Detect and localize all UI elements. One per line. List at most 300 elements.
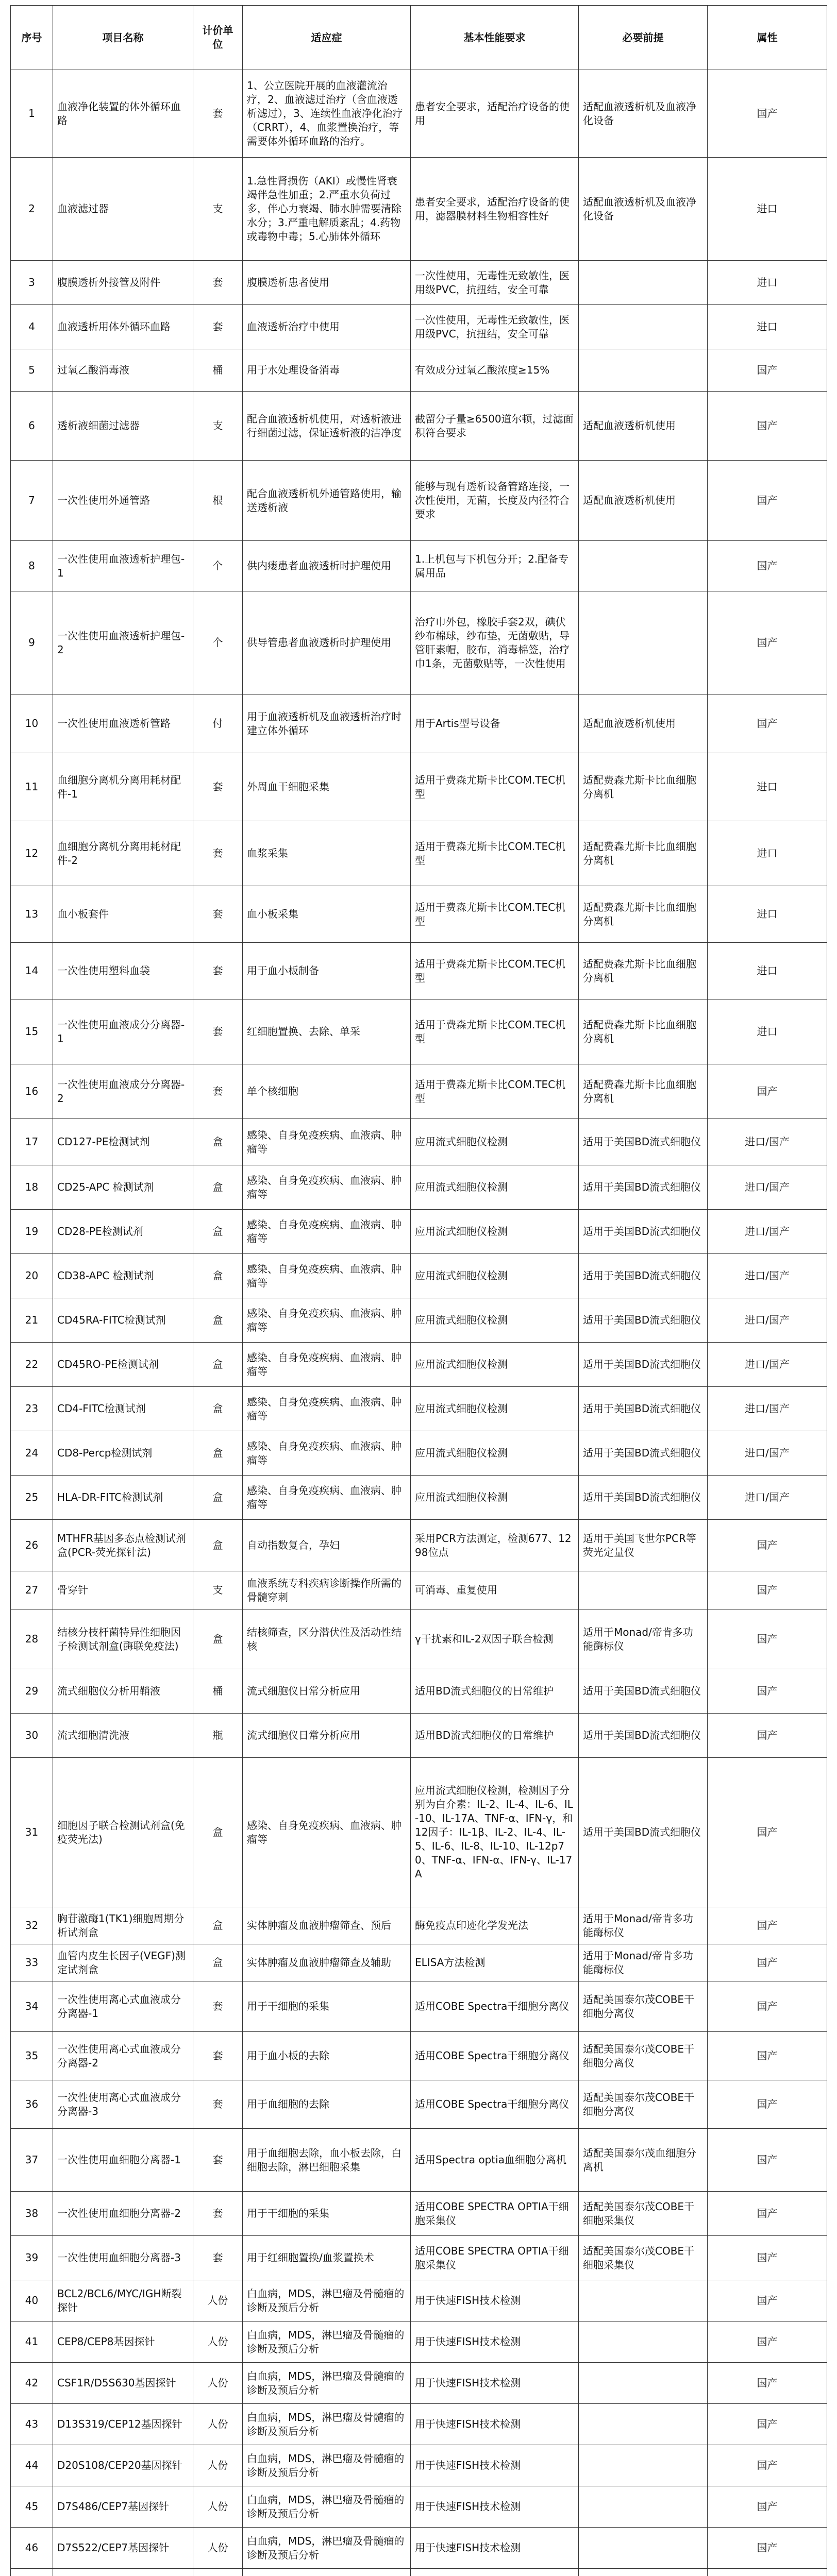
cell-seq: 34 [11, 1981, 53, 2032]
cell-attribute: 国产 [708, 541, 827, 591]
cell-item-name: CD28-PE检测试剂 [53, 1210, 193, 1254]
cell-attribute: 国产 [708, 2192, 827, 2236]
cell-item-name: 血液透析用体外循环血路 [53, 305, 193, 349]
cell-performance: 适用于费森尤斯卡比COM.TEC机型 [411, 886, 579, 943]
cell-seq: 16 [11, 1064, 53, 1119]
cell-performance: 应用流式细胞仪检测 [411, 1431, 579, 1476]
table-row [11, 999, 827, 1064]
cell-unit: 人份 [193, 2280, 243, 2321]
table-row [11, 1431, 827, 1476]
cell-performance: 用于快速FISH技术检测 [411, 2445, 579, 2486]
cell-prerequisite: 适用于美国BD流式细胞仪 [579, 1476, 708, 1520]
cell-item-name: 骨穿针 [53, 1571, 193, 1609]
cell-performance: 可消毒、重复使用 [411, 1571, 579, 1609]
cell-item-name: D20S108/CEP20基因探针 [53, 2445, 193, 2486]
cell-item-name: MTHFR基因多态点检测试剂盒(PCR-荧光探针法) [53, 1520, 193, 1571]
cell-unit: 盒 [193, 1298, 243, 1343]
cell-attribute: 进口/国产 [708, 1476, 827, 1520]
cell-seq: 23 [11, 1387, 53, 1431]
cell-indication: 感染、自身免疫疾病、血液病、肿瘤等 [243, 1298, 411, 1343]
cell-prerequisite: 适用于Monad/帝肯多功能酶标仪 [579, 1907, 708, 1944]
cell-indication: 白血病，MDS，淋巴瘤及骨髓瘤的诊断及预后分析 [243, 2528, 411, 2569]
cell-performance: 应用流式细胞仪检测 [411, 1210, 579, 1254]
cell-item-name: 流式细胞清洗液 [53, 1714, 193, 1758]
table-row [11, 2404, 827, 2445]
table-row [11, 2486, 827, 2528]
cell-indication: 感染、自身免疫疾病、血液病、肿瘤等 [243, 1387, 411, 1431]
cell-unit: 盒 [193, 1907, 243, 1944]
cell-seq: 18 [11, 1165, 53, 1210]
cell-prerequisite [579, 541, 708, 591]
cell-item-name: 一次性使用血细胞分离器-3 [53, 2236, 193, 2280]
cell-item-name: CD45RA-FITC检测试剂 [53, 1298, 193, 1343]
cell-unit: 套 [193, 261, 243, 305]
cell-seq: 35 [11, 2032, 53, 2080]
cell-item-name: 血小板套件 [53, 886, 193, 943]
table-row [11, 392, 827, 461]
cell-seq: 29 [11, 1669, 53, 1714]
cell-seq: 8 [11, 541, 53, 591]
cell-indication: 白血病，MDS，淋巴瘤及骨髓瘤的诊断及预后分析 [243, 2486, 411, 2528]
cell-attribute: 国产 [708, 2032, 827, 2080]
cell-performance: 适用BD流式细胞仪的日常维护 [411, 1669, 579, 1714]
cell-seq [11, 2569, 53, 2576]
cell-seq: 40 [11, 2280, 53, 2321]
cell-performance: ELISA方法检测 [411, 1944, 579, 1981]
table-row [11, 753, 827, 821]
cell-unit: 桶 [193, 1669, 243, 1714]
cell-performance: 有效成分过氧乙酸浓度≥15% [411, 349, 579, 392]
cell-attribute: 进口 [708, 943, 827, 999]
table-row [11, 1387, 827, 1431]
cell-attribute: 国产 [708, 392, 827, 461]
table-row [11, 70, 827, 158]
cell-item-name: 一次性使用血细胞分离器-2 [53, 2192, 193, 2236]
cell-seq: 42 [11, 2363, 53, 2404]
cell-unit: 套 [193, 1981, 243, 2032]
cell-seq: 19 [11, 1210, 53, 1254]
cell-performance: 用于快速FISH技术检测 [411, 2528, 579, 2569]
cell-indication: 血液系统专科疾病诊断操作所需的骨髓穿刺 [243, 1571, 411, 1609]
table-row [11, 158, 827, 261]
cell-unit: 盒 [193, 1476, 243, 1520]
cell-unit: 盒 [193, 1165, 243, 1210]
cell-unit: 个 [193, 591, 243, 694]
cell-prerequisite [579, 261, 708, 305]
cell-performance: γ干扰素和IL-2双因子联合检测 [411, 1609, 579, 1669]
cell-unit: 套 [193, 886, 243, 943]
table-row [11, 886, 827, 943]
cell-seq: 30 [11, 1714, 53, 1758]
cell-unit: 盒 [193, 1758, 243, 1907]
cell-prerequisite [579, 2363, 708, 2404]
cell-performance: 用于快速FISH技术检测 [411, 2363, 579, 2404]
table-row [11, 2569, 827, 2576]
cell-unit: 根 [193, 461, 243, 541]
cell-attribute: 进口/国产 [708, 1431, 827, 1476]
cell-indication: 用于血小板制备 [243, 943, 411, 999]
cell-attribute: 国产 [708, 2321, 827, 2363]
cell-item-name: 胸苷激酶1(TK1)细胞周期分析试剂盒 [53, 1907, 193, 1944]
cell-attribute: 进口 [708, 886, 827, 943]
cell-item-name: CD25-APC 检测试剂 [53, 1165, 193, 1210]
cell-item-name: 一次性使用塑料血袋 [53, 943, 193, 999]
cell-seq: 46 [11, 2528, 53, 2569]
table-row [11, 2129, 827, 2192]
cell-attribute: 进口/国产 [708, 1387, 827, 1431]
cell-performance: 适用BD流式细胞仪的日常维护 [411, 1714, 579, 1758]
cell-item-name: CD45RO-PE检测试剂 [53, 1343, 193, 1387]
cell-performance: 1.上机包与下机包分开；2.配备专属用品 [411, 541, 579, 591]
cell-unit: 人份 [193, 2404, 243, 2445]
cell-attribute: 进口 [708, 158, 827, 261]
cell-unit: 盒 [193, 1944, 243, 1981]
cell-prerequisite: 适配美国泰尔茂COBE干细胞分离仪 [579, 2032, 708, 2080]
cell-item-name: 一次性使用离心式血液成分分离器-1 [53, 1981, 193, 2032]
cell-performance: 适用Spectra optia血细胞分离机 [411, 2129, 579, 2192]
cell-item-name: 血管内皮生长因子(VEGF)测定试剂盒 [53, 1944, 193, 1981]
cell-seq: 6 [11, 392, 53, 461]
cell-prerequisite: 适配美国泰尔茂COBE干细胞采集仪 [579, 2192, 708, 2236]
cell-item-name: 细胞因子联合检测试剂盒(免疫荧光法) [53, 1758, 193, 1907]
table-row [11, 943, 827, 999]
cell-item-name: CD127-PE检测试剂 [53, 1119, 193, 1165]
cell-performance: 治疗巾外包，橡胶手套2双，碘伏纱布棉球，纱布垫，无菌敷贴，导管肝素帽，胶布，消毒棉签，治疗巾1条，无菌敷贴等，一次性使用 [411, 591, 579, 694]
cell-item-name: 流式细胞仪分析用鞘液 [53, 1669, 193, 1714]
table-row [11, 1343, 827, 1387]
cell-performance: 能够与现有透析设备管路连接，一次性使用，无菌，长度及内径符合要求 [411, 461, 579, 541]
cell-performance: 用于快速FISH技术检测 [411, 2404, 579, 2445]
cell-seq: 25 [11, 1476, 53, 1520]
cell-attribute: 国产 [708, 2129, 827, 2192]
cell-seq: 24 [11, 1431, 53, 1476]
cell-indication: 用于血液透析机及血液透析治疗时建立体外循环 [243, 694, 411, 753]
table-row [11, 1298, 827, 1343]
cell-item-name: 透析液细菌过滤器 [53, 392, 193, 461]
cell-prerequisite: 适用于美国BD流式细胞仪 [579, 1758, 708, 1907]
cell-item-name: HLA-DR-FITC检测试剂 [53, 1476, 193, 1520]
cell-performance: 适用COBE SPECTRA OPTIA干细胞采集仪 [411, 2236, 579, 2280]
cell-performance: 适用COBE SPECTRA OPTIA干细胞采集仪 [411, 2192, 579, 2236]
cell-indication: 红细胞置换、去除、单采 [243, 999, 411, 1064]
cell-unit: 支 [193, 392, 243, 461]
cell-attribute: 国产 [708, 349, 827, 392]
cell-unit: 盒 [193, 1210, 243, 1254]
cell-prerequisite: 适配费森尤斯卡比血细胞分离机 [579, 1064, 708, 1119]
cell-indication: 配合血液透析机外通管路使用，输送透析液 [243, 461, 411, 541]
cell-performance: 适用COBE Spectra干细胞分离仪 [411, 1981, 579, 2032]
cell-prerequisite: 适配血液透析机及血液净化设备 [579, 70, 708, 158]
cell-indication: 血浆采集 [243, 821, 411, 886]
cell-item-name: 血细胞分离机分离用耗材配件-2 [53, 821, 193, 886]
cell-prerequisite [579, 2404, 708, 2445]
cell-unit: 盒 [193, 1431, 243, 1476]
cell-item-name: 血液滤过器 [53, 158, 193, 261]
cell-indication [243, 2569, 411, 2576]
cell-item-name: CSF1R/D5S630基因探针 [53, 2363, 193, 2404]
table-row [11, 2363, 827, 2404]
table-row [11, 461, 827, 541]
cell-attribute: 国产 [708, 70, 827, 158]
table-row [11, 1609, 827, 1669]
cell-indication: 自动指数复合，孕妇 [243, 1520, 411, 1571]
cell-performance: 适用COBE Spectra干细胞分离仪 [411, 2080, 579, 2129]
table-row [11, 1520, 827, 1571]
table-row [11, 591, 827, 694]
cell-unit: 盒 [193, 1609, 243, 1669]
cell-prerequisite: 适配血液透析机使用 [579, 461, 708, 541]
cell-indication: 用于血小板的去除 [243, 2032, 411, 2080]
header-attribute: 属性 [708, 6, 827, 70]
cell-performance: 应用流式细胞仪检测 [411, 1387, 579, 1431]
table-row [11, 2280, 827, 2321]
cell-unit: 套 [193, 2032, 243, 2080]
cell-unit: 套 [193, 821, 243, 886]
cell-seq: 41 [11, 2321, 53, 2363]
cell-performance: 适用于费森尤斯卡比COM.TEC机型 [411, 1064, 579, 1119]
cell-prerequisite [579, 2569, 708, 2576]
cell-seq: 11 [11, 753, 53, 821]
cell-performance: 采用PCR方法测定，检测677、1298位点 [411, 1520, 579, 1571]
table-row [11, 261, 827, 305]
cell-unit: 支 [193, 1571, 243, 1609]
cell-prerequisite: 适用于美国飞世尔PCR等荧光定量仪 [579, 1520, 708, 1571]
cell-indication: 感染、自身免疫疾病、血液病、肿瘤等 [243, 1119, 411, 1165]
cell-seq: 22 [11, 1343, 53, 1387]
cell-attribute: 国产 [708, 2404, 827, 2445]
table-row [11, 541, 827, 591]
cell-item-name: CD4-FITC检测试剂 [53, 1387, 193, 1431]
table-body [11, 70, 827, 2576]
cell-seq: 15 [11, 999, 53, 1064]
table-row [11, 1758, 827, 1907]
cell-seq: 14 [11, 943, 53, 999]
cell-performance: 一次性使用，无毒性无致敏性，医用级PVC，抗扭结，安全可靠 [411, 261, 579, 305]
cell-prerequisite: 适用于Monad/帝肯多功能酶标仪 [579, 1609, 708, 1669]
table-row [11, 2032, 827, 2080]
cell-performance: 应用流式细胞仪检测 [411, 1254, 579, 1298]
cell-unit: 盒 [193, 1119, 243, 1165]
table-row [11, 1907, 827, 1944]
table-row [11, 1944, 827, 1981]
cell-item-name: D13S319/CEP12基因探针 [53, 2404, 193, 2445]
cell-prerequisite: 适配美国泰尔茂血细胞分离机 [579, 2129, 708, 2192]
cell-performance: 一次性使用，无毒性无致敏性，医用级PVC，抗扭结，安全可靠 [411, 305, 579, 349]
cell-seq: 9 [11, 591, 53, 694]
cell-item-name: 一次性使用离心式血液成分分离器-2 [53, 2032, 193, 2080]
cell-attribute: 国产 [708, 1609, 827, 1669]
cell-unit: 瓶 [193, 1714, 243, 1758]
cell-attribute: 国产 [708, 2363, 827, 2404]
cell-seq: 17 [11, 1119, 53, 1165]
cell-performance: 患者安全要求，适配治疗设备的使用 [411, 70, 579, 158]
cell-indication: 流式细胞仪日常分析应用 [243, 1669, 411, 1714]
cell-prerequisite [579, 591, 708, 694]
cell-item-name: 一次性使用血液透析护理包-1 [53, 541, 193, 591]
cell-attribute: 国产 [708, 1981, 827, 2032]
cell-attribute: 进口 [708, 821, 827, 886]
table-row [11, 1254, 827, 1298]
cell-attribute: 国产 [708, 1571, 827, 1609]
cell-seq: 39 [11, 2236, 53, 2280]
cell-performance: 应用流式细胞仪检测，检测因子分别为白介素：IL-2、IL-4、IL-6、IL-10、IL-17A、TNF-α、IFN-γ，和12因子：IL-1β、IL-2、IL-4、IL-5、IL-6、IL-8、IL-10、IL-12p70、TNF-α、IFN-α、IFN-γ、IL-17A [411, 1758, 579, 1907]
cell-indication: 用于干细胞的采集 [243, 2192, 411, 2236]
cell-indication: 血液透析治疗中使用 [243, 305, 411, 349]
cell-unit: 盒 [193, 1387, 243, 1431]
cell-attribute: 进口 [708, 261, 827, 305]
table-row [11, 1476, 827, 1520]
cell-seq: 38 [11, 2192, 53, 2236]
cell-seq: 45 [11, 2486, 53, 2528]
cell-attribute: 国产 [708, 2080, 827, 2129]
table-row [11, 2321, 827, 2363]
cell-performance: 用于快速FISH技术检测 [411, 2321, 579, 2363]
cell-indication: 白血病，MDS，淋巴瘤及骨髓瘤的诊断及预后分析 [243, 2404, 411, 2445]
cell-prerequisite: 适用于美国BD流式细胞仪 [579, 1669, 708, 1714]
cell-prerequisite: 适用于美国BD流式细胞仪 [579, 1714, 708, 1758]
table-row [11, 2528, 827, 2569]
cell-indication: 感染、自身免疫疾病、血液病、肿瘤等 [243, 1343, 411, 1387]
cell-performance: 应用流式细胞仪检测 [411, 1298, 579, 1343]
cell-seq: 37 [11, 2129, 53, 2192]
cell-unit: 套 [193, 2080, 243, 2129]
cell-item-name [53, 2569, 193, 2576]
cell-prerequisite [579, 2280, 708, 2321]
cell-prerequisite: 适用于Monad/帝肯多功能酶标仪 [579, 1944, 708, 1981]
cell-indication: 实体肿瘤及血液肿瘤筛查、预后 [243, 1907, 411, 1944]
cell-item-name: 一次性使用血液成分分离器-1 [53, 999, 193, 1064]
table-row [11, 1165, 827, 1210]
cell-unit: 人份 [193, 2528, 243, 2569]
cell-attribute: 进口/国产 [708, 1210, 827, 1254]
cell-seq: 7 [11, 461, 53, 541]
cell-indication: 用于干细胞的采集 [243, 1981, 411, 2032]
cell-item-name: CEP8/CEP8基因探针 [53, 2321, 193, 2363]
cell-unit [193, 2569, 243, 2576]
cell-prerequisite: 适配费森尤斯卡比血细胞分离机 [579, 999, 708, 1064]
cell-seq: 21 [11, 1298, 53, 1343]
table-row [11, 2192, 827, 2236]
cell-performance: 应用流式细胞仪检测 [411, 1119, 579, 1165]
cell-attribute [708, 2569, 827, 2576]
cell-item-name: 一次性使用外通管路 [53, 461, 193, 541]
cell-performance: 适用于费森尤斯卡比COM.TEC机型 [411, 753, 579, 821]
cell-seq: 5 [11, 349, 53, 392]
cell-prerequisite [579, 2445, 708, 2486]
cell-performance: 截留分子量≥6500道尔顿，过滤面积符合要求 [411, 392, 579, 461]
cell-attribute: 国产 [708, 2445, 827, 2486]
cell-prerequisite: 适配血液透析机及血液净化设备 [579, 158, 708, 261]
cell-indication: 用于血细胞的去除 [243, 2080, 411, 2129]
cell-indication: 感染、自身免疫疾病、血液病、肿瘤等 [243, 1758, 411, 1907]
header-seq: 序号 [11, 6, 53, 70]
cell-unit: 套 [193, 943, 243, 999]
table-row [11, 1064, 827, 1119]
cell-unit: 人份 [193, 2445, 243, 2486]
cell-item-name: CD8-Percp检测试剂 [53, 1431, 193, 1476]
cell-unit: 付 [193, 694, 243, 753]
cell-indication: 用于红细胞置换/血浆置换术 [243, 2236, 411, 2280]
table-row [11, 1210, 827, 1254]
cell-attribute: 国产 [708, 1520, 827, 1571]
cell-seq: 4 [11, 305, 53, 349]
cell-item-name: D7S486/CEP7基因探针 [53, 2486, 193, 2528]
cell-seq: 12 [11, 821, 53, 886]
cell-unit: 套 [193, 999, 243, 1064]
cell-indication: 用于水处理设备消毒 [243, 349, 411, 392]
cell-attribute: 国产 [708, 1907, 827, 1944]
cell-item-name: 一次性使用血液成分分离器-2 [53, 1064, 193, 1119]
cell-attribute: 国产 [708, 461, 827, 541]
cell-seq: 33 [11, 1944, 53, 1981]
cell-prerequisite: 适用于美国BD流式细胞仪 [579, 1343, 708, 1387]
cell-indication: 外周血干细胞采集 [243, 753, 411, 821]
table-row [11, 305, 827, 349]
cell-attribute: 国产 [708, 591, 827, 694]
cell-seq: 28 [11, 1609, 53, 1669]
cell-seq: 26 [11, 1520, 53, 1571]
cell-unit: 套 [193, 305, 243, 349]
cell-unit: 盒 [193, 1254, 243, 1298]
cell-seq: 31 [11, 1758, 53, 1907]
cell-seq: 2 [11, 158, 53, 261]
cell-indication: 实体肿瘤及血液肿瘤筛查及辅助 [243, 1944, 411, 1981]
table-row [11, 1981, 827, 2032]
cell-attribute: 进口 [708, 305, 827, 349]
cell-attribute: 国产 [708, 1669, 827, 1714]
cell-performance [411, 2569, 579, 2576]
table-row [11, 1669, 827, 1714]
cell-item-name: CD38-APC 检测试剂 [53, 1254, 193, 1298]
cell-unit: 支 [193, 158, 243, 261]
cell-attribute: 国产 [708, 2528, 827, 2569]
table-row [11, 2445, 827, 2486]
cell-prerequisite: 适配血液透析机使用 [579, 392, 708, 461]
cell-indication: 供内瘘患者血液透析时护理使用 [243, 541, 411, 591]
cell-performance: 应用流式细胞仪检测 [411, 1476, 579, 1520]
cell-attribute: 国产 [708, 1714, 827, 1758]
cell-prerequisite: 适用于美国BD流式细胞仪 [579, 1119, 708, 1165]
cell-unit: 人份 [193, 2363, 243, 2404]
header-performance: 基本性能要求 [411, 6, 579, 70]
header-name: 项目名称 [53, 6, 193, 70]
cell-unit: 套 [193, 70, 243, 158]
table-row [11, 2080, 827, 2129]
cell-attribute: 进口/国产 [708, 1298, 827, 1343]
cell-prerequisite [579, 2321, 708, 2363]
cell-unit: 桶 [193, 349, 243, 392]
cell-indication: 白血病，MDS，淋巴瘤及骨髓瘤的诊断及预后分析 [243, 2363, 411, 2404]
cell-item-name: 结核分枝杆菌特异性细胞因子检测试剂盒(酶联免疫法) [53, 1609, 193, 1669]
cell-prerequisite: 适配血液透析机使用 [579, 694, 708, 753]
cell-attribute: 进口/国产 [708, 1343, 827, 1387]
cell-seq: 3 [11, 261, 53, 305]
header-unit: 计价单位 [193, 6, 243, 70]
cell-prerequisite: 适用于美国BD流式细胞仪 [579, 1298, 708, 1343]
cell-seq: 10 [11, 694, 53, 753]
cell-attribute: 进口 [708, 999, 827, 1064]
table-row [11, 1714, 827, 1758]
table-row [11, 349, 827, 392]
cell-prerequisite [579, 305, 708, 349]
cell-performance: 适用COBE Spectra干细胞分离仪 [411, 2032, 579, 2080]
cell-prerequisite: 适配美国泰尔茂COBE干细胞分离仪 [579, 1981, 708, 2032]
cell-seq: 13 [11, 886, 53, 943]
cell-attribute: 国产 [708, 1758, 827, 1907]
cell-indication: 用于血细胞去除，血小板去除，白细胞去除，淋巴细胞采集 [243, 2129, 411, 2192]
cell-item-name: 过氧乙酸消毒液 [53, 349, 193, 392]
cell-indication: 1、公立医院开展的血液灌流治疗，2、血液滤过治疗（含血液透析滤过），3、连续性血液净化治疗（CRRT），4、血浆置换治疗，等需要体外循环血路的治疗。 [243, 70, 411, 158]
